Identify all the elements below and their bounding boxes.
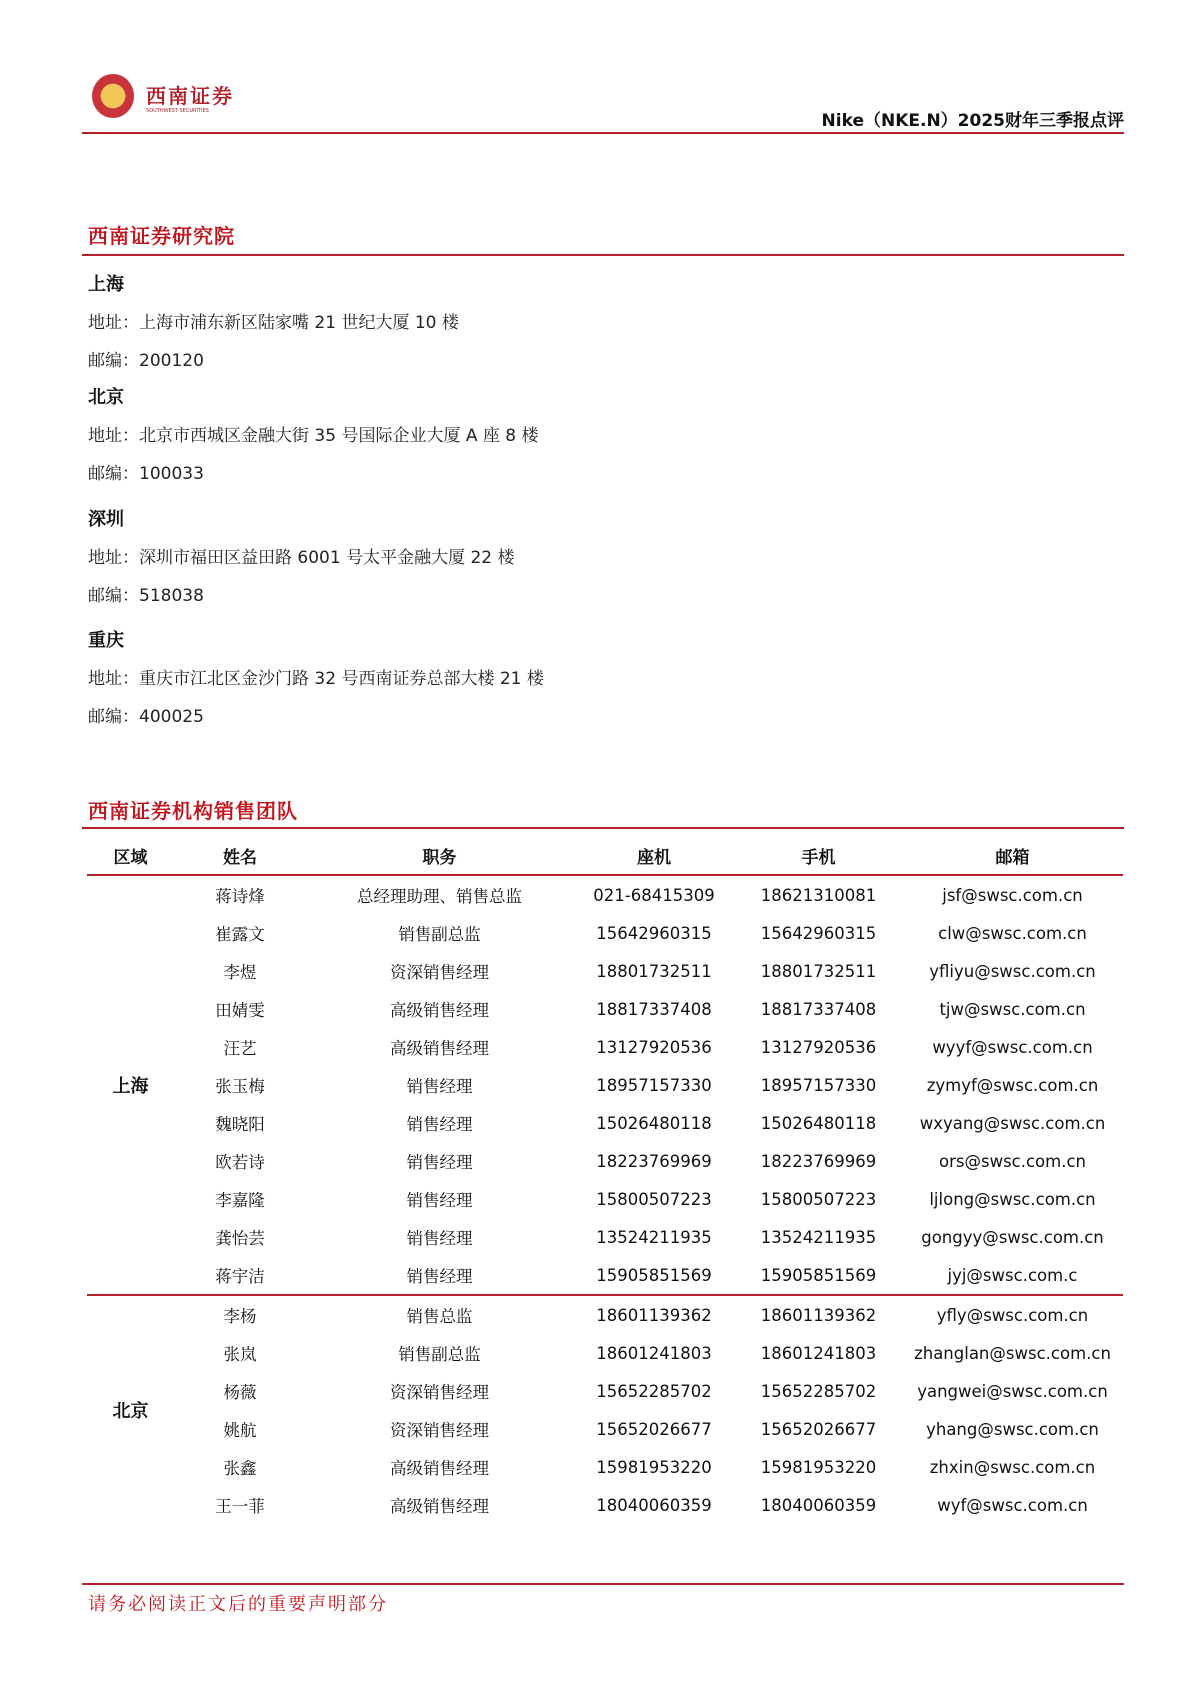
name-cell: 蒋诗烽 — [215, 887, 265, 906]
email-cell: yfly@swsc.com.cn — [936, 1305, 1089, 1325]
landline-cell: 18801732511 — [596, 961, 712, 981]
email-cell: wyyf@swsc.com.cn — [932, 1037, 1093, 1057]
col-header-mobile: 手机 — [735, 836, 902, 875]
email-cell: zhxin@swsc.com.cn — [929, 1457, 1096, 1477]
mobile-cell: 13524211935 — [760, 1227, 877, 1247]
sales-team-table — [87, 836, 1123, 1524]
office-address: 地址：北京市西城区金融大街 35 号国际企业大厦 A 座 8 楼 — [88, 426, 539, 446]
table-row — [87, 990, 1123, 1028]
institute-title: 西南证券研究院 — [88, 224, 235, 248]
name-cell: 王一菲 — [215, 1497, 265, 1516]
email-cell: jsf@swsc.com.cn — [942, 885, 1083, 905]
table-row — [87, 875, 1123, 914]
mobile-cell: 15905851569 — [735, 1256, 902, 1295]
office-city: 上海 — [88, 274, 124, 295]
table-row — [87, 1104, 1123, 1142]
name-cell: 李煜 — [223, 963, 257, 982]
mobile-cell: 18223769969 — [760, 1151, 877, 1171]
institute-divider — [82, 254, 1124, 256]
title-cell: 销售总监 — [406, 1307, 473, 1326]
email-cell: wyf@swsc.com.cn — [937, 1495, 1088, 1515]
title-cell: 销售经理 — [406, 1115, 473, 1134]
title-cell: 销售经理 — [306, 1256, 573, 1295]
table-row — [87, 1256, 1123, 1295]
office-city: 重庆 — [88, 630, 124, 651]
table-row — [87, 1372, 1123, 1410]
table-row — [87, 1295, 1123, 1334]
col-header-region: 区域 — [87, 836, 174, 875]
mobile-cell: 15026480118 — [760, 1113, 877, 1133]
email-cell: ors@swsc.com.cn — [939, 1151, 1086, 1171]
landline-cell: 021-68415309 — [593, 885, 715, 905]
office-city: 深圳 — [88, 509, 124, 530]
email-cell: jyj@swsc.com.c — [902, 1256, 1123, 1295]
mobile-cell: 15652026677 — [760, 1419, 877, 1439]
email-cell: zymyf@swsc.com.cn — [926, 1075, 1099, 1095]
sales-team-title: 西南证券机构销售团队 — [88, 799, 298, 823]
title-cell: 销售副总监 — [398, 925, 481, 944]
landline-cell: 18601139362 — [596, 1305, 712, 1325]
mobile-cell: 18040060359 — [760, 1495, 877, 1515]
title-cell: 总经理助理、销售总监 — [357, 887, 522, 906]
footer-divider — [82, 1583, 1124, 1585]
title-cell: 销售副总监 — [398, 1345, 481, 1364]
mobile-cell: 18601139362 — [760, 1305, 877, 1325]
email-cell: yfliyu@swsc.com.cn — [929, 961, 1096, 981]
landline-cell: 18957157330 — [596, 1075, 712, 1095]
table-row — [87, 1142, 1123, 1180]
mobile-cell: 15642960315 — [760, 923, 877, 943]
landline-cell: 15652285702 — [596, 1381, 712, 1401]
office-zip: 邮编：200120 — [88, 351, 204, 371]
email-cell: gongyy@swsc.com.cn — [921, 1227, 1104, 1247]
table-row — [87, 1180, 1123, 1218]
logo-text-en: SOUTHWEST SECURITIES — [146, 108, 209, 114]
document-title: Nike（NKE.N）2025财年三季报点评 — [821, 111, 1124, 131]
landline-cell: 15026480118 — [596, 1113, 712, 1133]
name-cell: 张玉梅 — [215, 1077, 265, 1096]
header-divider — [82, 132, 1124, 134]
title-cell: 销售经理 — [406, 1191, 473, 1210]
office-address: 地址：重庆市江北区金沙门路 32 号西南证券总部大楼 21 楼 — [88, 669, 544, 689]
mobile-cell: 13127920536 — [760, 1037, 877, 1057]
mobile-cell: 18801732511 — [760, 961, 877, 981]
landline-cell: 15800507223 — [596, 1189, 712, 1209]
title-cell: 高级销售经理 — [390, 1001, 489, 1020]
logo-text-cn: 西南证券 — [146, 84, 234, 108]
landline-cell: 15652026677 — [596, 1419, 712, 1439]
name-cell: 田婧雯 — [215, 1001, 265, 1020]
mobile-cell: 18817337408 — [760, 999, 877, 1019]
landline-cell: 15642960315 — [596, 923, 712, 943]
name-cell: 杨薇 — [223, 1383, 257, 1402]
landline-cell: 15905851569 — [573, 1256, 735, 1295]
office-city: 北京 — [88, 387, 124, 408]
name-cell: 姚航 — [223, 1421, 257, 1440]
table-row — [87, 1448, 1123, 1486]
office-address: 地址：深圳市福田区益田路 6001 号太平金融大厦 22 楼 — [88, 548, 515, 568]
email-cell: zhanglan@swsc.com.cn — [914, 1343, 1111, 1363]
title-cell: 资深销售经理 — [390, 963, 489, 982]
name-cell: 蒋宇洁 — [174, 1256, 306, 1295]
table-row — [87, 914, 1123, 952]
office-zip: 邮编：100033 — [88, 464, 204, 484]
table-row — [87, 1334, 1123, 1372]
title-cell: 销售经理 — [406, 1077, 473, 1096]
table-row — [87, 952, 1123, 990]
office-zip: 邮编：518038 — [88, 586, 204, 606]
mobile-cell: 15800507223 — [760, 1189, 877, 1209]
footer-notice: 请务必阅读正文后的重要声明部分 — [88, 1594, 388, 1615]
mobile-cell: 18957157330 — [760, 1075, 877, 1095]
landline-cell: 18040060359 — [596, 1495, 712, 1515]
region-cell: 上海 — [87, 875, 174, 1295]
sales-divider — [82, 827, 1124, 829]
table-row — [87, 1066, 1123, 1104]
table-header-row — [87, 836, 1123, 875]
name-cell: 龚怡芸 — [215, 1229, 265, 1248]
name-cell: 魏晓阳 — [215, 1115, 265, 1134]
email-cell: ljlong@swsc.com.cn — [929, 1189, 1096, 1209]
title-cell: 高级销售经理 — [390, 1497, 489, 1516]
title-cell: 销售经理 — [406, 1153, 473, 1172]
mobile-cell: 18621310081 — [760, 885, 877, 905]
col-header-title: 职务 — [306, 836, 573, 875]
table-row — [87, 1218, 1123, 1256]
title-cell: 销售经理 — [406, 1229, 473, 1248]
office-address: 地址：上海市浦东新区陆家嘴 21 世纪大厦 10 楼 — [88, 313, 459, 333]
landline-cell: 13524211935 — [596, 1227, 712, 1247]
name-cell: 李嘉隆 — [215, 1191, 265, 1210]
title-cell: 资深销售经理 — [390, 1383, 489, 1402]
landline-cell: 13127920536 — [596, 1037, 712, 1057]
table-row — [87, 1486, 1123, 1524]
col-header-landline: 座机 — [573, 836, 735, 875]
name-cell: 张鑫 — [223, 1459, 257, 1478]
mobile-cell: 15981953220 — [760, 1457, 877, 1477]
title-cell: 高级销售经理 — [390, 1039, 489, 1058]
col-header-name: 姓名 — [174, 836, 306, 875]
email-cell: yangwei@swsc.com.cn — [917, 1381, 1108, 1401]
email-cell: clw@swsc.com.cn — [938, 923, 1087, 943]
landline-cell: 18817337408 — [596, 999, 712, 1019]
col-header-email: 邮箱 — [902, 836, 1123, 875]
region-cell: 北京 — [112, 1401, 149, 1422]
landline-cell: 15981953220 — [596, 1457, 712, 1477]
office-zip: 邮编：400025 — [88, 707, 204, 727]
email-cell: yhang@swsc.com.cn — [926, 1419, 1099, 1439]
name-cell: 欧若诗 — [215, 1153, 265, 1172]
table-row — [87, 1028, 1123, 1066]
name-cell: 崔露文 — [215, 925, 265, 944]
mobile-cell: 15652285702 — [760, 1381, 877, 1401]
email-cell: tjw@swsc.com.cn — [939, 999, 1086, 1019]
title-cell: 资深销售经理 — [390, 1421, 489, 1440]
landline-cell: 18223769969 — [596, 1151, 712, 1171]
name-cell: 李杨 — [223, 1307, 257, 1326]
logo-mark-icon — [92, 74, 134, 118]
name-cell: 张岚 — [223, 1345, 257, 1364]
company-logo — [92, 74, 242, 124]
name-cell: 汪艺 — [223, 1039, 257, 1058]
mobile-cell: 18601241803 — [760, 1343, 877, 1363]
table-row — [87, 1410, 1123, 1448]
landline-cell: 18601241803 — [596, 1343, 712, 1363]
title-cell: 高级销售经理 — [390, 1459, 489, 1478]
email-cell: wxyang@swsc.com.cn — [919, 1113, 1106, 1133]
